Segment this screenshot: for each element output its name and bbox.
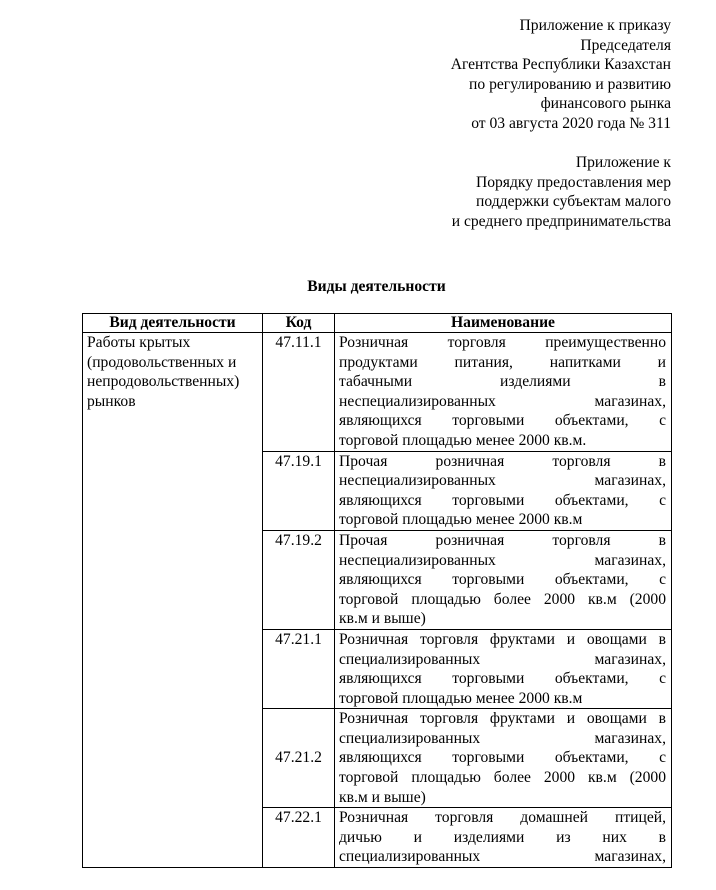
header-line: и среднего предпринимательства — [451, 212, 671, 230]
name-line: дичью и изделиями из них в — [339, 828, 666, 846]
name-line: Розничная торговля домашней птицей, — [339, 809, 666, 827]
code-cell: 47.21.1 — [263, 629, 335, 708]
header-line: Агентства Республики Казахстан — [450, 56, 671, 74]
name-line: Прочая розничная торговля в — [339, 452, 666, 470]
name-line: торговой площадью более 2000 кв.м (2000 — [339, 769, 666, 787]
name-cell — [335, 333, 672, 452]
document-title: Виды деятельности — [307, 278, 446, 295]
name-line: продуктами питания, напитками и — [339, 353, 666, 371]
name-line: являющихся торговыми объектами, с — [339, 571, 666, 589]
name-line: неспециализированных магазинах, — [339, 392, 666, 410]
header-line: по регулированию и развитию — [469, 75, 671, 93]
code-cell: 47.21.2 — [263, 709, 335, 808]
activity-type-line: (продовольственных и — [87, 353, 237, 371]
code-cell: 47.19.2 — [263, 530, 335, 629]
name-line: Розничная торговля фруктами и овощами в — [339, 630, 666, 648]
name-line: Прочая розничная торговля в — [339, 531, 666, 549]
name-cell — [335, 808, 672, 868]
name-line: специализированных магазинах, — [339, 650, 666, 668]
header-line: Приложение к приказу — [519, 17, 671, 34]
code-cell: 47.22.1 — [263, 808, 335, 868]
activities-table — [82, 313, 672, 868]
name-line: кв.м и выше) — [339, 610, 426, 628]
header-line: Председателя — [580, 36, 671, 54]
activity-type-cell — [83, 333, 263, 868]
code-cell: 47.19.1 — [263, 451, 335, 530]
name-cell — [335, 709, 672, 808]
table-row — [83, 333, 672, 452]
activity-type-line: рынков — [87, 392, 136, 410]
column-header-name: Наименование — [335, 314, 672, 333]
header-line: от 03 августа 2020 года № 311 — [471, 114, 671, 132]
name-line: специализированных магазинах, — [339, 729, 666, 747]
column-header-code: Код — [263, 314, 335, 333]
appendix-procedure-header — [452, 153, 671, 231]
name-line: кв.м и выше) — [339, 788, 426, 806]
code-cell: 47.11.1 — [263, 333, 335, 452]
name-line: торговой площадью менее 2000 кв.м — [339, 689, 583, 707]
name-line: являющихся торговыми объектами, с — [339, 670, 666, 688]
header-line: финансового рынка — [540, 95, 671, 113]
name-line: неспециализированных магазинах, — [339, 472, 666, 490]
name-line: являющихся торговыми объектами, с — [339, 412, 666, 430]
name-cell — [335, 451, 672, 530]
header-line: поддержки субъектам малого — [476, 193, 671, 211]
name-line: Розничная торговля фруктами и овощами в — [339, 710, 666, 728]
activity-type-line: непродовольственных) — [87, 373, 240, 391]
name-cell — [335, 530, 672, 629]
name-line: торговой площадью менее 2000 кв.м — [339, 511, 583, 529]
name-cell — [335, 629, 672, 708]
name-line: Розничная торговля преимущественно — [339, 334, 666, 351]
name-line: являющихся торговыми объектами, с — [339, 749, 666, 767]
table-header-row — [83, 314, 672, 333]
header-line: Порядку предоставления мер — [475, 173, 671, 191]
name-line: неспециализированных магазинах, — [339, 551, 666, 569]
name-line: торговой площадью более 2000 кв.м (2000 — [339, 590, 666, 608]
appendix-order-header — [451, 16, 671, 134]
name-line: табачными изделиями в — [339, 373, 666, 391]
name-line: торговой площадью менее 2000 кв.м. — [339, 431, 587, 449]
name-line: являющихся торговыми объектами, с — [339, 491, 666, 509]
name-line: специализированных магазинах, — [339, 848, 666, 866]
activity-type-line: Работы крытых — [87, 334, 191, 351]
header-line: Приложение к — [575, 154, 671, 171]
column-header-activity: Вид деятельности — [83, 314, 263, 333]
